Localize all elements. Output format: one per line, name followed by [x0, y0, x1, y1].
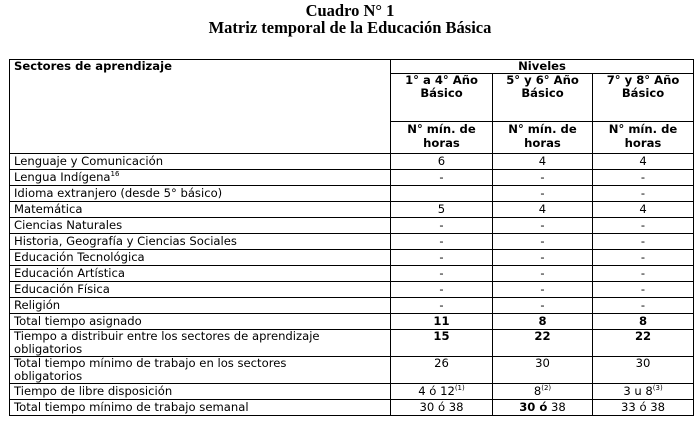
- level-1-4-header: 1° a 4° Año Básico: [391, 74, 493, 122]
- cell-level-7-8: 4: [593, 202, 694, 218]
- cell-level-7-8: -: [593, 170, 694, 186]
- cell-level-5-6: 30 ó 38: [493, 400, 593, 416]
- cell-level-1-4: 15: [391, 330, 493, 357]
- cell-level-7-8: -: [593, 266, 694, 282]
- row-label: Tiempo de libre disposición: [10, 384, 391, 400]
- cell-level-5-6: 8: [493, 314, 593, 330]
- cell-level-5-6: -: [493, 186, 593, 202]
- table-row: [10, 202, 694, 218]
- cell-level-1-4: -: [391, 234, 493, 250]
- min-hours-header: N° mín. de horas: [593, 122, 694, 154]
- cell-level-1-4: [391, 186, 493, 202]
- distribute-row: [10, 330, 694, 357]
- row-label: Total tiempo asignado: [10, 314, 391, 330]
- cell-level-5-6: 4: [493, 202, 593, 218]
- cell-level-7-8: 22: [593, 330, 694, 357]
- sectors-header: Sectores de aprendizaje: [10, 60, 391, 154]
- row-label: Idioma extranjero (desde 5° básico): [10, 186, 391, 202]
- caption-number: Cuadro N° 1: [305, 1, 395, 20]
- row-label: Historia, Geografía y Ciencias Sociales: [10, 234, 391, 250]
- cell-level-7-8: -: [593, 186, 694, 202]
- caption-title: Matriz temporal de la Educación Básica: [208, 18, 492, 37]
- cell-level-1-4: -: [391, 250, 493, 266]
- weekly-total-row: [10, 400, 694, 416]
- cell-level-7-8: 30: [593, 357, 694, 384]
- footnote-ref: (1): [454, 384, 465, 393]
- level-5-6-header: 5° y 6° Año Básico: [493, 74, 593, 122]
- table-row: [10, 234, 694, 250]
- cell-level-5-6: -: [493, 282, 593, 298]
- row-label: Total tiempo mínimo de trabajo semanal: [10, 400, 391, 416]
- table-row: [10, 154, 694, 170]
- row-label: Tiempo a distribuir entre los sectores de aprendizaje obligatorios: [10, 330, 391, 357]
- free-time-row: [10, 384, 694, 400]
- total-assigned-row: [10, 314, 694, 330]
- table-caption: [0, 2, 700, 36]
- row-label: Lengua Indígena$^{16}$: [10, 170, 391, 186]
- cell-level-1-4: 4 ó 12$^{(1)}$: [391, 384, 493, 400]
- row-label: Educación Tecnológica: [10, 250, 391, 266]
- footnote-ref: 16: [110, 170, 120, 179]
- cell-level-5-6: 4: [493, 154, 593, 170]
- cell-level-7-8: -: [593, 298, 694, 314]
- cell-level-5-6: 22: [493, 330, 593, 357]
- cell-level-7-8: -: [593, 218, 694, 234]
- cell-level-7-8: -: [593, 282, 694, 298]
- cell-level-1-4: -: [391, 282, 493, 298]
- cell-level-1-4: 6: [391, 154, 493, 170]
- cell-level-1-4: 11: [391, 314, 493, 330]
- table-row: [10, 186, 694, 202]
- table-row: [10, 298, 694, 314]
- cell-level-7-8: 33 ó 38: [593, 400, 694, 416]
- cell-level-5-6: -: [493, 266, 593, 282]
- cell-level-5-6: -: [493, 250, 593, 266]
- cell-level-7-8: 4: [593, 154, 694, 170]
- cell-level-1-4: 30 ó 38: [391, 400, 493, 416]
- education-matrix-table: [9, 59, 694, 416]
- table-row: [10, 282, 694, 298]
- row-label: Religión: [10, 298, 391, 314]
- footnote-ref: (2): [541, 384, 552, 393]
- cell-level-1-4: -: [391, 298, 493, 314]
- cell-level-5-6: -: [493, 218, 593, 234]
- table-row: [10, 170, 694, 186]
- cell-level-7-8: 8: [593, 314, 694, 330]
- min-hours-header: N° mín. de horas: [493, 122, 593, 154]
- min-hours-header: N° mín. de horas: [391, 122, 493, 154]
- cell-level-1-4: -: [391, 170, 493, 186]
- footnote-ref: (3): [652, 384, 663, 393]
- row-label: Lenguaje y Comunicación: [10, 154, 391, 170]
- cell-level-5-6: -: [493, 234, 593, 250]
- cell-level-5-6: 8$^{(2)}$: [493, 384, 593, 400]
- cell-level-5-6: -: [493, 298, 593, 314]
- table-row: [10, 250, 694, 266]
- row-label: Ciencias Naturales: [10, 218, 391, 234]
- total-min-row: [10, 357, 694, 384]
- cell-level-7-8: 3 u 8$^{(3)}$: [593, 384, 694, 400]
- cell-level-1-4: -: [391, 218, 493, 234]
- cell-level-7-8: -: [593, 250, 694, 266]
- table-row: [10, 218, 694, 234]
- row-label: Educación Física: [10, 282, 391, 298]
- cell-level-1-4: 26: [391, 357, 493, 384]
- levels-header: Niveles: [391, 60, 694, 74]
- cell-level-7-8: -: [593, 234, 694, 250]
- cell-level-1-4: -: [391, 266, 493, 282]
- cell-level-5-6: 30: [493, 357, 593, 384]
- table-header-row: [10, 60, 694, 74]
- row-label: Educación Artística: [10, 266, 391, 282]
- row-label: Matemática: [10, 202, 391, 218]
- row-label: Total tiempo mínimo de trabajo en los sectores obligatorios: [10, 357, 391, 384]
- table-row: [10, 266, 694, 282]
- level-7-8-header: 7° y 8° Año Básico: [593, 74, 694, 122]
- cell-level-1-4: 5: [391, 202, 493, 218]
- cell-level-5-6: -: [493, 170, 593, 186]
